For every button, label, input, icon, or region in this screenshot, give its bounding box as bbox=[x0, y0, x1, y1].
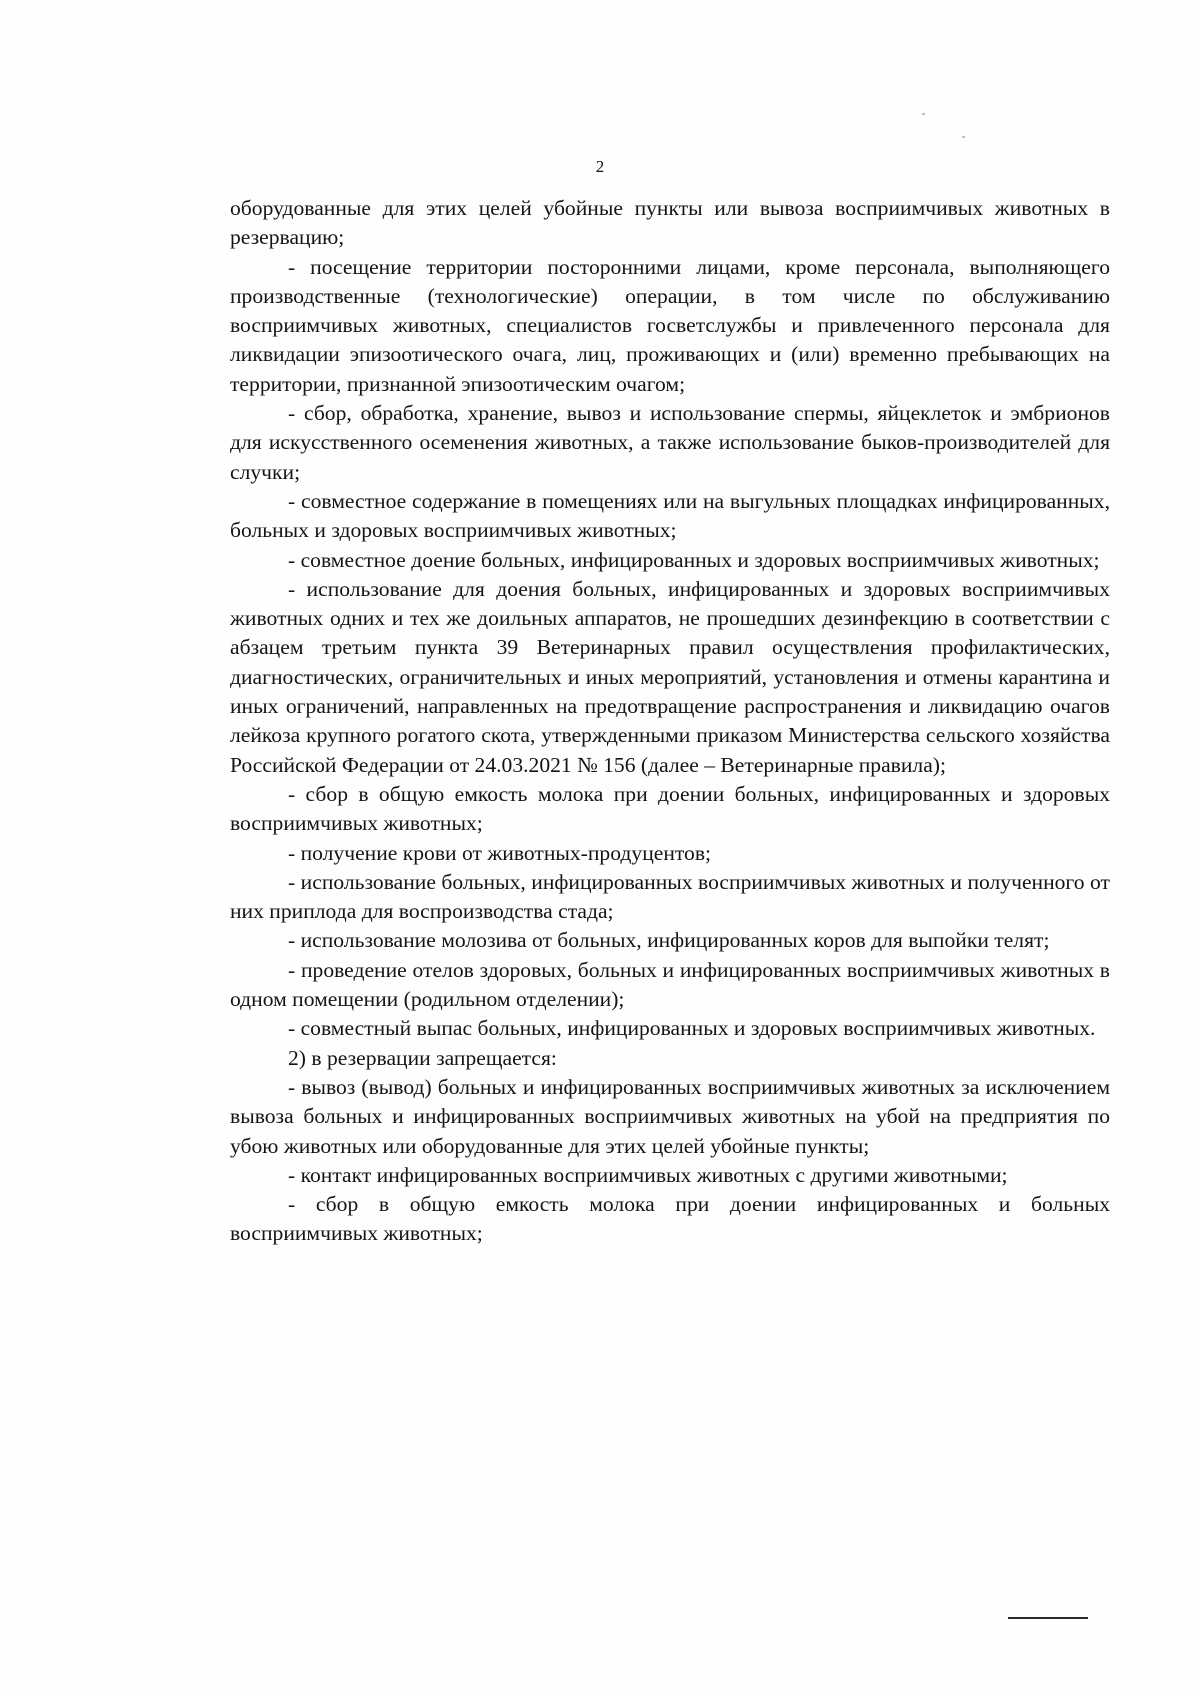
list-item-contact: - контакт инфицированных восприимчивых животных с другими животными; bbox=[288, 1162, 1008, 1187]
list-item-joint-keeping: - совместное содержание в помещениях или на выгульных площадках инфицированных, больных и здоровых восприимчивых животных; bbox=[230, 488, 1110, 543]
scan-speck bbox=[962, 136, 965, 138]
page-number: 2 bbox=[595, 157, 605, 176]
list-item-sperm-collection: - сбор, обработка, хранение, вывоз и использование спермы, яйцеклеток и эмбрионов для искусственного осеменения животных, а также использование быков-производителей для случки; bbox=[230, 401, 1110, 484]
footer-rule bbox=[1008, 1617, 1088, 1619]
scan-speck bbox=[922, 113, 925, 115]
list-item-removal: - вывоз (вывод) больных и инфицированных восприимчивых животных за исключением вывоза больных и инфицированных восприимчивых животных на убой на предприятия по убою животных или оборудованные для этих целей убойные пункты; bbox=[230, 1074, 1110, 1158]
document-body bbox=[230, 194, 1110, 1249]
list-item-calving: - проведение отелов здоровых, больных и инфицированных восприимчивых животных в одном помещении (родильном отделении); bbox=[230, 957, 1110, 1012]
list-item-reproduction: - использование больных, инфицированных восприимчивых животных и полученного от них приплода для воспроизводства стада; bbox=[230, 869, 1110, 924]
section-heading-reservation: 2) в резервации запрещается: bbox=[288, 1045, 557, 1070]
list-item-milk-collection-reservation: - сбор в общую емкость молока при доении инфицированных и больных восприимчивых животных; bbox=[230, 1192, 1110, 1246]
list-item-blood-collection: - получение крови от животных-продуцентов; bbox=[288, 840, 712, 865]
list-item-milk-collection: - сбор в общую емкость молока при доении больных, инфицированных и здоровых восприимчивых животных; bbox=[230, 781, 1110, 836]
list-item-joint-milking: - совместное доение больных, инфицированных и здоровых восприимчивых животных; bbox=[288, 547, 1100, 572]
paragraph-continuation: оборудованные для этих целей убойные пункты или вывоза восприимчивых животных в резервацию; bbox=[230, 196, 1110, 250]
list-item-visitors: - посещение территории посторонними лицами, кроме персонала, выполняющего производственные (технологические) операции, в том числе по обслуживанию восприимчивых животных, специалистов госветслужбы и привлеченного персонала для ликвидации эпизоотического очага, лиц, проживающих и (или) временно пребывающих на территории, признанной эпизоотическим очагом; bbox=[230, 254, 1110, 396]
list-item-joint-grazing: - совместный выпас больных, инфицированных и здоровых восприимчивых животных. bbox=[288, 1016, 1096, 1041]
list-item-milking-equipment: - использование для доения больных, инфицированных и здоровых восприимчивых животных одних и тех же доильных аппаратов, не прошедших дезинфекцию в соответствии с абзацем третьим пункта 39 Ветеринарных правил осуществления профилактических, диагностических, ограничительных и иных мероприятий, установления и отмены карантина и иных ограничений, направленных на предотвращение распространения и ликвидацию очагов лейкоза крупного рогатого скота, утвержденными приказом Министерства сельского хозяйства Российской Федерации от 24.03.2021 № 156 (далее – Ветеринарные правила); bbox=[230, 576, 1110, 777]
list-item-colostrum: - использование молозива от больных, инфицированных коров для выпойки телят; bbox=[288, 928, 1050, 953]
